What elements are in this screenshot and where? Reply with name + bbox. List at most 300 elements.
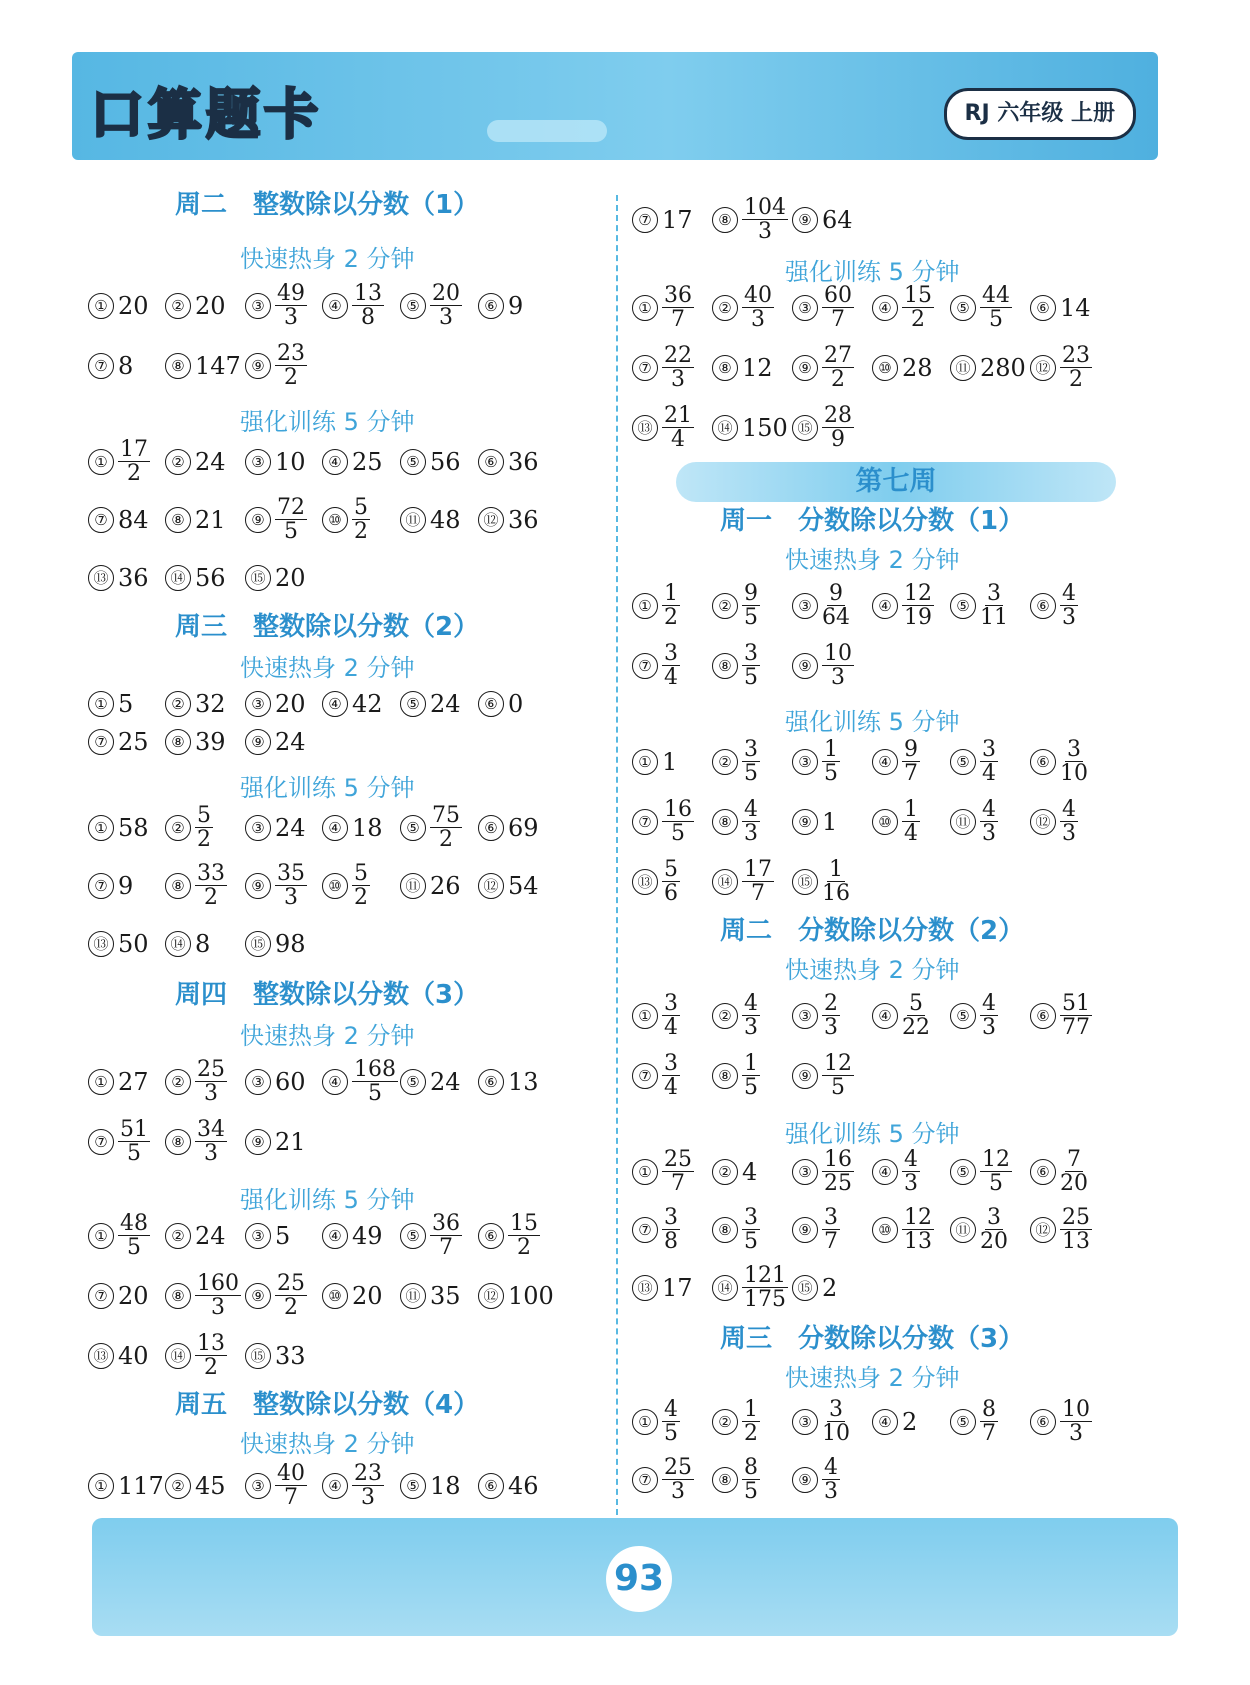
answer-item xyxy=(712,1264,788,1311)
numerator: 25 xyxy=(664,1147,692,1172)
question-number: ⑩ xyxy=(322,1283,348,1309)
denominator: 4 xyxy=(664,1015,678,1040)
denominator: 4 xyxy=(904,821,918,846)
numerator: 1 xyxy=(744,1051,758,1076)
numerator: 15 xyxy=(904,283,932,308)
numerator: 160 xyxy=(197,1271,239,1296)
denominator: 8 xyxy=(361,305,375,330)
numerator: 3 xyxy=(664,1051,678,1076)
fraction-answer xyxy=(742,642,760,689)
answer-item xyxy=(792,582,850,629)
answer-item xyxy=(1030,1206,1092,1253)
denominator: 7 xyxy=(824,1229,838,1254)
numerator: 4 xyxy=(904,1147,918,1172)
denominator: 5 xyxy=(744,665,758,690)
answer-item xyxy=(792,992,840,1039)
fraction-answer xyxy=(1060,1398,1092,1445)
answer-item xyxy=(1030,582,1078,629)
answer-item xyxy=(322,496,370,543)
fraction-answer xyxy=(662,1052,680,1099)
denominator: 175 xyxy=(744,1287,786,1312)
numerator: 22 xyxy=(664,343,692,368)
question-number: ② xyxy=(712,1003,738,1029)
fraction-answer xyxy=(902,798,920,845)
answer-item xyxy=(712,1206,760,1253)
answer-item xyxy=(950,1206,1008,1253)
numerator: 5 xyxy=(197,803,211,828)
column-divider xyxy=(616,195,618,1525)
fraction-answer xyxy=(980,1148,1012,1195)
numerator: 4 xyxy=(744,991,758,1016)
question-number: ⑥ xyxy=(1030,593,1056,619)
answer-item xyxy=(872,284,934,331)
answer-item xyxy=(245,1222,290,1250)
fraction-answer xyxy=(1060,582,1078,629)
answer-value: 24 xyxy=(275,814,306,842)
question-number: ⑦ xyxy=(632,653,658,679)
answer-item xyxy=(1030,344,1092,391)
grade-badge: RJ 六年级 上册 xyxy=(944,88,1136,140)
numerator: 1 xyxy=(829,857,843,882)
denominator: 2 xyxy=(831,367,845,392)
question-number: ⑤ xyxy=(400,1069,426,1095)
answer-value: 98 xyxy=(275,930,306,958)
answer-value: 0 xyxy=(508,690,524,718)
answer-item xyxy=(792,1206,840,1253)
fraction-answer xyxy=(742,992,760,1039)
question-number: ⑪ xyxy=(400,1283,426,1309)
numerator: 3 xyxy=(744,737,758,762)
numerator: 15 xyxy=(510,1211,538,1236)
denominator: 2 xyxy=(517,1235,531,1260)
fraction-answer xyxy=(742,1264,788,1311)
subsection-title: 强化训练 5 分钟 xyxy=(785,1120,960,1148)
question-number: ⑪ xyxy=(950,809,976,835)
denominator: 5 xyxy=(744,1075,758,1100)
answer-item xyxy=(1030,992,1092,1039)
question-number: ⑨ xyxy=(245,1129,271,1155)
numerator: 75 xyxy=(432,803,460,828)
question-number: ⑫ xyxy=(1030,355,1056,381)
question-number: ⑧ xyxy=(165,353,191,379)
numerator: 3 xyxy=(987,581,1001,606)
fraction-answer xyxy=(352,1058,398,1105)
answer-item xyxy=(245,448,306,476)
subsection-title: 快速热身 2 分钟 xyxy=(240,1022,415,1050)
denominator: 3 xyxy=(1062,821,1076,846)
answer-value: 5 xyxy=(118,690,134,718)
fraction-answer xyxy=(742,1456,760,1503)
fraction-answer xyxy=(195,804,213,851)
question-number: ② xyxy=(712,1159,738,1185)
answer-item xyxy=(872,354,933,382)
denominator: 7 xyxy=(751,881,765,906)
answer-item xyxy=(400,448,461,476)
question-number: ⑦ xyxy=(88,729,114,755)
denominator: 4 xyxy=(664,1075,678,1100)
answer-item xyxy=(245,1128,306,1156)
numerator: 27 xyxy=(824,343,852,368)
answer-item xyxy=(478,506,539,534)
denominator: 4 xyxy=(982,761,996,786)
question-number: ⑦ xyxy=(88,1129,114,1155)
answer-value: 10 xyxy=(275,448,306,476)
question-number: ⑧ xyxy=(712,355,738,381)
answer-item xyxy=(165,1058,227,1105)
denominator: 3 xyxy=(758,219,772,244)
answer-item xyxy=(1030,738,1088,785)
answer-value: 56 xyxy=(195,564,226,592)
question-number: ⑭ xyxy=(712,415,738,441)
answer-value: 69 xyxy=(508,814,539,842)
answer-value: 20 xyxy=(275,690,306,718)
answer-item xyxy=(632,642,680,689)
question-number: ① xyxy=(88,449,114,475)
numerator: 4 xyxy=(744,797,758,822)
subsection-title: 快速热身 2 分钟 xyxy=(240,245,415,273)
question-number: ④ xyxy=(322,449,348,475)
numerator: 1 xyxy=(904,797,918,822)
answer-value: 54 xyxy=(508,872,539,900)
answer-item xyxy=(792,1274,837,1302)
question-number: ⑥ xyxy=(1030,295,1056,321)
fraction-answer xyxy=(662,858,680,905)
question-number: ⑧ xyxy=(165,1129,191,1155)
numerator: 3 xyxy=(1067,737,1081,762)
numerator: 25 xyxy=(277,1271,305,1296)
answer-item xyxy=(400,1068,461,1096)
numerator: 3 xyxy=(664,1205,678,1230)
fraction-answer xyxy=(662,1398,680,1445)
numerator: 10 xyxy=(824,641,852,666)
question-number: ⑮ xyxy=(792,1275,818,1301)
answer-value: 46 xyxy=(508,1472,539,1500)
answer-item xyxy=(792,404,854,451)
question-number: ⑧ xyxy=(712,1217,738,1243)
fraction-answer xyxy=(662,582,680,629)
fraction-answer xyxy=(430,282,462,329)
numerator: 4 xyxy=(982,797,996,822)
question-number: ③ xyxy=(792,1159,818,1185)
answer-item xyxy=(632,748,677,776)
answer-item xyxy=(88,872,133,900)
numerator: 1 xyxy=(824,737,838,762)
question-number: ⑨ xyxy=(245,873,271,899)
answer-item xyxy=(245,564,306,592)
answer-value: 5 xyxy=(275,1222,291,1250)
numerator: 3 xyxy=(744,641,758,666)
question-number: ⑤ xyxy=(950,1409,976,1435)
question-number: ④ xyxy=(322,1223,348,1249)
answer-item xyxy=(88,438,150,485)
answer-item xyxy=(322,1462,384,1509)
denominator: 3 xyxy=(211,1295,225,1320)
fraction-answer xyxy=(1060,1206,1092,1253)
answer-item xyxy=(165,352,241,380)
answer-value: 48 xyxy=(430,506,461,534)
question-number: ① xyxy=(632,749,658,775)
fraction-answer xyxy=(662,404,694,451)
answer-item xyxy=(950,1148,1012,1195)
denominator: 10 xyxy=(1060,761,1088,786)
answer-value: 24 xyxy=(275,728,306,756)
denominator: 6 xyxy=(664,881,678,906)
question-number: ③ xyxy=(245,691,271,717)
question-number: ⑭ xyxy=(165,1343,191,1369)
question-number: ⑨ xyxy=(245,353,271,379)
fraction-answer xyxy=(275,1462,307,1509)
fraction-answer xyxy=(902,1148,920,1195)
subsection-title: 强化训练 5 分钟 xyxy=(785,258,960,286)
answer-item xyxy=(165,804,213,851)
question-number: ③ xyxy=(245,293,271,319)
answer-value: 18 xyxy=(352,814,383,842)
question-number: ③ xyxy=(792,749,818,775)
numerator: 3 xyxy=(829,1397,843,1422)
answer-item xyxy=(792,1456,840,1503)
denominator: 20 xyxy=(980,1229,1008,1254)
question-number: ⑧ xyxy=(712,1063,738,1089)
answer-item xyxy=(322,690,383,718)
answer-item xyxy=(322,814,383,842)
denominator: 3 xyxy=(439,305,453,330)
fraction-answer xyxy=(662,992,680,1039)
question-number: ① xyxy=(88,293,114,319)
subsection-title: 强化训练 5 分钟 xyxy=(240,408,415,436)
numerator: 8 xyxy=(744,1455,758,1480)
answer-item xyxy=(872,992,930,1039)
answer-item xyxy=(478,1068,539,1096)
question-number: ⑤ xyxy=(400,293,426,319)
answer-item xyxy=(632,284,694,331)
question-number: ⑧ xyxy=(165,729,191,755)
numerator: 3 xyxy=(987,1205,1001,1230)
fraction-answer xyxy=(742,284,774,331)
question-number: ⑩ xyxy=(872,1217,898,1243)
fraction-answer xyxy=(822,582,850,629)
question-number: ⑭ xyxy=(165,565,191,591)
answer-value: 17 xyxy=(662,206,693,234)
numerator: 40 xyxy=(744,283,772,308)
answer-item xyxy=(792,1052,854,1099)
subsection-title: 强化训练 5 分钟 xyxy=(785,708,960,736)
question-number: ⑪ xyxy=(950,1217,976,1243)
fraction-answer xyxy=(352,1462,384,1509)
answer-item xyxy=(322,448,383,476)
answer-item xyxy=(632,1274,693,1302)
question-number: ⑤ xyxy=(400,1223,426,1249)
numerator: 5 xyxy=(664,857,678,882)
question-number: ⑦ xyxy=(88,353,114,379)
answer-value: 42 xyxy=(352,690,383,718)
question-number: ⑮ xyxy=(245,1343,271,1369)
answer-value: 33 xyxy=(275,1342,306,1370)
question-number: ⑥ xyxy=(478,1473,504,1499)
numerator: 16 xyxy=(664,797,692,822)
denominator: 9 xyxy=(831,427,845,452)
fraction-answer xyxy=(902,738,920,785)
fraction-answer xyxy=(822,642,854,689)
answer-item xyxy=(88,1472,164,1500)
numerator: 121 xyxy=(744,1263,786,1288)
question-number: ⑩ xyxy=(322,873,348,899)
numerator: 12 xyxy=(904,1205,932,1230)
question-number: ③ xyxy=(245,815,271,841)
denominator: 3 xyxy=(982,1015,996,1040)
answer-item xyxy=(478,1282,554,1310)
answer-item xyxy=(88,930,149,958)
denominator: 7 xyxy=(831,307,845,332)
answer-value: 64 xyxy=(822,206,853,234)
answer-item xyxy=(632,404,694,451)
denominator: 16 xyxy=(822,881,850,906)
denominator: 5 xyxy=(989,307,1003,332)
question-number: ⑥ xyxy=(1030,1003,1056,1029)
answer-item xyxy=(872,1148,920,1195)
fraction-answer xyxy=(980,798,998,845)
answer-value: 17 xyxy=(662,1274,693,1302)
answer-item xyxy=(1030,294,1091,322)
answer-value: 117 xyxy=(118,1472,164,1500)
denominator: 2 xyxy=(664,605,678,630)
denominator: 4 xyxy=(664,665,678,690)
section-title: 周三 整数除以分数（2） xyxy=(175,612,480,642)
answer-item xyxy=(88,728,149,756)
answer-value: 21 xyxy=(275,1128,306,1156)
answer-value: 36 xyxy=(508,506,539,534)
answer-value: 40 xyxy=(118,1342,149,1370)
answer-value: 56 xyxy=(430,448,461,476)
fraction-answer xyxy=(352,496,370,543)
answer-item xyxy=(165,564,226,592)
question-number: ② xyxy=(712,593,738,619)
answer-item xyxy=(322,1282,383,1310)
week-banner: 第七周 xyxy=(676,462,1116,502)
denominator: 3 xyxy=(361,1485,375,1510)
answer-item xyxy=(712,414,788,442)
answer-value: 60 xyxy=(275,1068,306,1096)
denominator: 3 xyxy=(1069,1421,1083,1446)
answer-item xyxy=(792,738,840,785)
question-number: ⑦ xyxy=(632,1467,658,1493)
answer-item xyxy=(478,872,539,900)
question-number: ④ xyxy=(872,1409,898,1435)
answer-item xyxy=(245,814,306,842)
denominator: 5 xyxy=(831,1075,845,1100)
answer-item xyxy=(632,1052,680,1099)
denominator: 25 xyxy=(824,1171,852,1196)
answer-value: 35 xyxy=(430,1282,461,1310)
denominator: 2 xyxy=(127,461,141,486)
fraction-answer xyxy=(662,1456,694,1503)
question-number: ④ xyxy=(872,1003,898,1029)
numerator: 12 xyxy=(904,581,932,606)
answer-item xyxy=(632,206,693,234)
answer-item xyxy=(245,1272,307,1319)
answer-item xyxy=(872,738,920,785)
section-title: 周五 整数除以分数（4） xyxy=(175,1390,480,1420)
numerator: 4 xyxy=(1062,581,1076,606)
denominator: 7 xyxy=(671,307,685,332)
answer-item xyxy=(400,282,462,329)
answer-item xyxy=(165,1272,241,1319)
question-number: ① xyxy=(88,1223,114,1249)
subsection-title: 强化训练 5 分钟 xyxy=(240,1186,415,1214)
numerator: 5 xyxy=(354,861,368,886)
denominator: 5 xyxy=(744,605,758,630)
answer-item xyxy=(478,1212,540,1259)
fraction-answer xyxy=(662,798,694,845)
fraction-answer xyxy=(980,1206,1008,1253)
question-number: ③ xyxy=(792,593,818,619)
answer-item xyxy=(165,862,227,909)
answer-value: 8 xyxy=(118,352,134,380)
denominator: 3 xyxy=(1062,605,1076,630)
answer-item xyxy=(1030,1148,1088,1195)
question-number: ③ xyxy=(792,1003,818,1029)
answer-value: 84 xyxy=(118,506,149,534)
fraction-answer xyxy=(662,1148,694,1195)
subsection-title: 快速热身 2 分钟 xyxy=(240,1430,415,1458)
answer-item xyxy=(712,1398,760,1445)
denominator: 5 xyxy=(824,761,838,786)
answer-item xyxy=(478,690,523,718)
denominator: 5 xyxy=(664,1421,678,1446)
denominator: 3 xyxy=(824,1479,838,1504)
subsection-title: 强化训练 5 分钟 xyxy=(240,774,415,802)
cloud-decoration xyxy=(487,120,607,142)
numerator: 33 xyxy=(197,861,225,886)
answer-item xyxy=(792,1148,854,1195)
answer-item xyxy=(950,284,1012,331)
answer-item xyxy=(950,354,1026,382)
answer-item xyxy=(400,1212,462,1259)
question-number: ⑪ xyxy=(400,507,426,533)
denominator: 2 xyxy=(204,885,218,910)
numerator: 104 xyxy=(744,195,786,220)
fraction-answer xyxy=(118,1118,150,1165)
fraction-answer xyxy=(1060,738,1088,785)
question-number: ① xyxy=(88,1473,114,1499)
denominator: 11 xyxy=(980,605,1008,630)
denominator: 2 xyxy=(354,519,368,544)
answer-item xyxy=(792,284,854,331)
denominator: 5 xyxy=(744,761,758,786)
answer-item xyxy=(712,1158,757,1186)
fraction-answer xyxy=(742,1206,760,1253)
denominator: 22 xyxy=(902,1015,930,1040)
section-title: 周三 分数除以分数（3） xyxy=(720,1324,1025,1354)
numerator: 8 xyxy=(982,1397,996,1422)
answer-item xyxy=(88,1118,150,1165)
denominator: 5 xyxy=(127,1235,141,1260)
answer-item xyxy=(88,564,149,592)
numerator: 5 xyxy=(909,991,923,1016)
denominator: 5 xyxy=(989,1171,1003,1196)
answer-item xyxy=(165,690,226,718)
denominator: 7 xyxy=(439,1235,453,1260)
denominator: 3 xyxy=(204,1081,218,1106)
numerator: 21 xyxy=(664,403,692,428)
section-title: 周一 分数除以分数（1） xyxy=(720,506,1025,536)
question-number: ⑩ xyxy=(872,355,898,381)
numerator: 10 xyxy=(1062,1397,1090,1422)
answer-item xyxy=(88,506,149,534)
answer-item xyxy=(872,1206,934,1253)
question-number: ④ xyxy=(322,293,348,319)
question-number: ⑥ xyxy=(478,449,504,475)
answer-item xyxy=(712,354,773,382)
